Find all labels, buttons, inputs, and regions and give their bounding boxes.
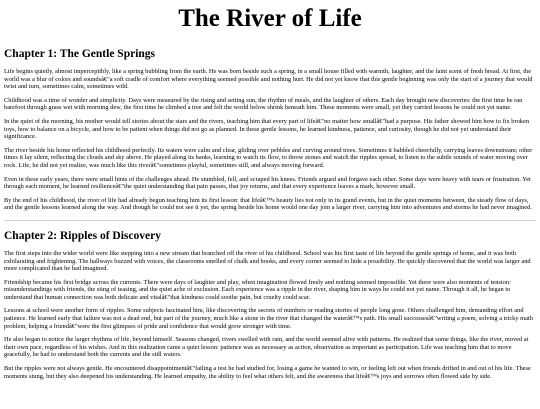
chapter-1-paragraph-5: Even in these early years, there were small hints of the challenges ahead. He stumbled, fell, and scraped his knees. Friends argued and forgave each other. Some days were heavy with tears or frustration. Yet through each moment, he learned resilienceâ€"the quiet understanding that pain passes, that joy returns, and that every experience leaves a mark, however small. — [4, 175, 531, 191]
chapter-1-paragraph-4: The river beside his home reflected his childhood perfectly. Its waters were calm and clear, gliding over pebbles and curving around trees. Sometimes it babbled cheerfully, carrying leaves downstream; other times it lay silent, reflecting the clouds and sky above. He played along its banks, learning to watch its flow, to throw stones and watch the ripples spread, to listen to the subtle sounds of water moving over rock. Life, he did not yet realize, was much like this riverâ€"sometimes playful, sometimes still, and always moving forward. — [4, 146, 533, 169]
chapter-2-paragraph-3: Lessons at school were another form of ripples. Some subjects fascinated him, like discovering the secrets of numbers or reading stories of people long gone. Others challenged him, demanding effort and patience. He learned early that failure was not a dead end, but part of the journey, much like a stone in the river that changed the waterâ€™s path. His small successesâ€"writing a poem, solving a tricky math problem, helping a friendâ€"were the first glimpses of pride and confidence that would grow stronger with time. — [4, 307, 533, 330]
chapter-2-paragraph-4: He also began to notice the larger rhythms of life, beyond himself. Seasons changed, rivers swelled with rain, and the world seemed alive with patterns. He realized that some things, like the river, moved at their own pace, regardless of his wishes. And in this realization came a quiet lesson: patience was as necessary as action, observation as important as participation. Life was teaching him that to move gracefully, he had to understand both the currents and the still waters. — [4, 336, 529, 359]
chapter-divider — [4, 220, 536, 221]
chapter-1 — [4, 47, 536, 212]
chapter-2-heading: Chapter 2: Ripples of Discovery — [4, 229, 161, 242]
chapter-1-paragraph-6: By the end of his childhood, the river of life had already begun teaching him its first lesson: that lifeâ€™s beauty lies not only in its grand events, but in the quiet moments between, the steady flow of days, and the gentle lessons learned along the way. And though he could not see it yet, the spring beside his home would one day join a larger river, carrying him into adventures and storms he had never imagined. — [4, 196, 532, 212]
chapter-2-paragraph-2: Friendship became his first bridge across the currents. There were days of laughter and play, when imagination flowed freely and nothing seemed impossible. Yet there were also moments of tension: misunderstandings with friends, the sting of teasing, and the quiet ache of exclusion. Each experience was a ripple in the river, shaping him in ways he could not yet name. Through it all, he began to understand that human connection was both delicate and vitalâ€"that kindness could soothe pain, but cruelty could scar. — [4, 278, 511, 301]
chapter-2-paragraph-5: But the ripples were not always gentle. He encountered disappointmentâ€"failing a test he had studied for, losing a game he wanted to win, or feeling left out when friends drifted in and out of his life. These moments stung, but they also deepened his understanding. He learned empathy, the ability to feel what others felt, and the awareness that lifeâ€™s joys and sorrows often flowed side by side. — [4, 365, 531, 380]
chapter-2 — [4, 229, 536, 380]
chapter-1-paragraph-3: In the quiet of the morning, his mother would tell stories about the stars and the rivers, teaching him that every part of lifeâ€"no matter how smallâ€"had a purpose. His father showed him how to fix broken toys, how to balance on a bicycle, and how to be patient when things did not go as planned. In these gentle lessons, he learned kindness, patience, and curiosity, though he did not yet understand their significance. — [4, 117, 530, 141]
chapter-1-paragraph-2: Childhood was a time of wonder and simplicity. Days were measured by the rising and setting sun, the rhythm of meals, and the laughter of others. Each day brought new discoveries: the first time he ran barefoot through grass wet with morning dew, the first time he climbed a tree and felt the world below shrink beneath him. These moments were small, yet they carried lessons he could not yet name. — [4, 96, 523, 112]
document-title: The River of Life — [178, 5, 362, 32]
chapter-1-paragraph-1: Life begins quietly, almost imperceptibly, like a spring bubbling from the earth. He was born beside such a spring, in a small house filled with warmth, laughter, and the faint scent of fresh bread. At first, the world was a blur of colors and soundsâ€"a soft cradle of comfort where everything seemed possible and nothing hurt. He did not yet know that this gentle beginning was only the start of a journey that would twist and turn, sometimes calm, sometimes wild. — [4, 68, 533, 91]
chapter-1-heading: Chapter 1: The Gentle Springs — [4, 48, 156, 60]
chapter-2-paragraph-1: The first steps into the wider world were like stepping into a new stream that branched off the river of his childhood. School was his first taste of life beyond the gentle springs of home, and it was both exhilarating and frightening. The hallways buzzed with voices, the classrooms smelled of chalk and books, and every corner seemed to hide a possibility. He quickly discovered that the world was larger and more complicated than he had imagined. — [4, 249, 531, 273]
document-page — [0, 4, 540, 380]
